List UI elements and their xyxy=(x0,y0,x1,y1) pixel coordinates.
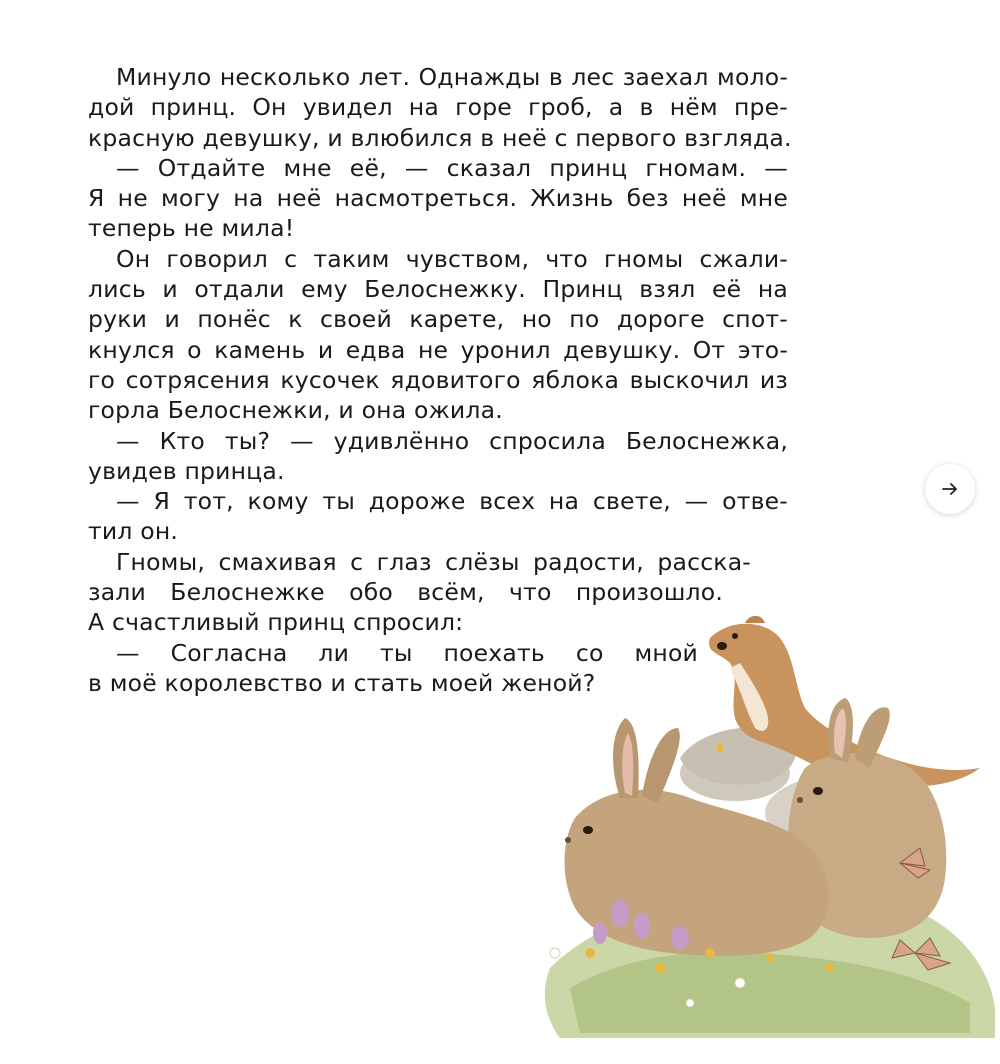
text-line: зали Белоснежке обо всём, что произошло. xyxy=(88,578,723,607)
text-line: — Отдайте мне её, — сказал принц гномам. — xyxy=(116,153,788,182)
rabbits-and-weasel-illustration xyxy=(530,608,1000,1048)
text-line: красную девушку, и влюбился в неё с первого взгляда. xyxy=(88,123,792,152)
arrow-right-icon xyxy=(941,480,959,498)
text-line: Минуло несколько лет. Однажды в лес заехал моло- xyxy=(116,63,788,91)
text-line: Я не могу на неё насмотреться. Жизнь без неё мне xyxy=(88,184,788,213)
text-line: тил он. xyxy=(88,517,179,546)
next-page-button[interactable] xyxy=(925,464,975,514)
text-line: Он говорил с таким чувством, что гномы сжали- xyxy=(116,244,788,273)
text-line: — Кто ты? — удивлённо спросила Белоснежка, xyxy=(116,426,788,455)
text-line: Гномы, смахивая с глаз слёзы радости, расска- xyxy=(116,547,751,576)
text-line: — Я тот, кому ты дороже всех на свете, — отве- xyxy=(116,487,788,516)
text-line: го сотрясения кусочек ядовитого яблока выскочил из xyxy=(88,365,788,394)
text-line: А счастливый принц спросил: xyxy=(88,608,464,637)
text-line: — Согласна ли ты поехать со мной xyxy=(116,638,698,667)
text-line: лись и отдали ему Белоснежку. Принц взял её на xyxy=(88,275,788,304)
story-text xyxy=(88,62,792,698)
text-line: дой принц. Он увидел на горе гроб, а в нём пре- xyxy=(88,93,788,122)
text-line: кнулся о камень и едва не уронил девушку. От это- xyxy=(88,335,788,364)
text-line: теперь не мила! xyxy=(88,214,295,243)
text-line: руки и понёс к своей карете, но по дороге спот- xyxy=(88,305,788,334)
text-line: горла Белоснежки, и она ожила. xyxy=(88,396,503,425)
text-line: в моё королевство и стать моей женой? xyxy=(88,668,596,697)
text-line: увидев принца. xyxy=(88,456,285,485)
